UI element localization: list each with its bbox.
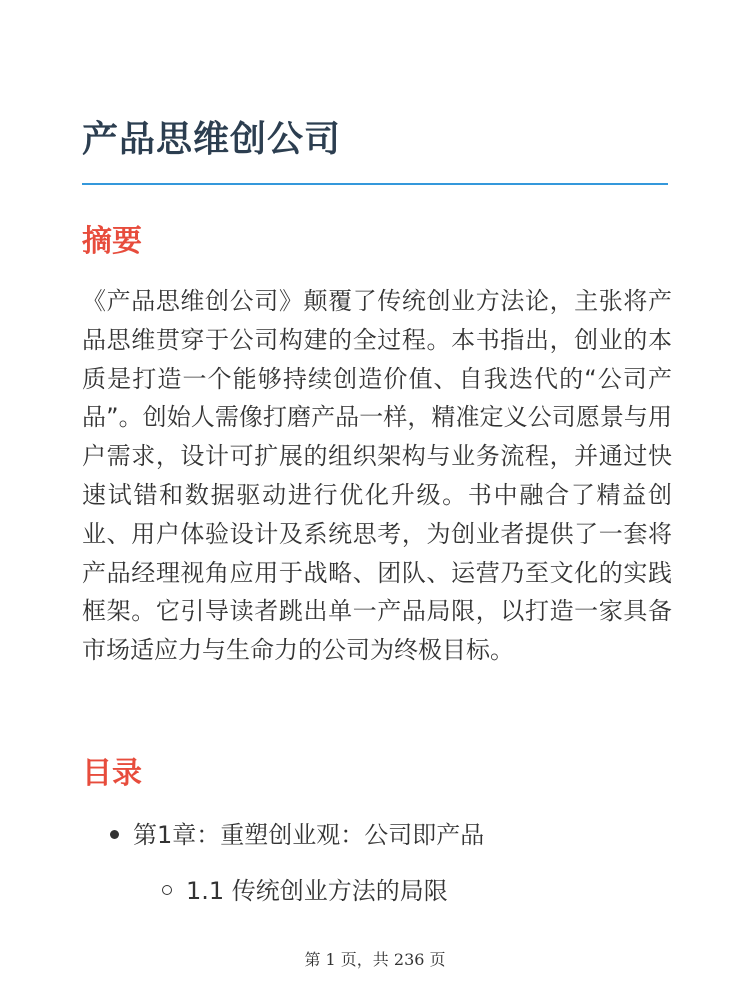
- document-title: 产品思维创公司: [82, 119, 342, 160]
- toc-item-label: 第1章：重塑创业观：公司即产品: [133, 821, 485, 849]
- title-divider: [82, 183, 668, 185]
- toc-item-label: 1.1 传统创业方法的局限: [186, 877, 448, 905]
- toc-item-section-1-1[interactable]: [162, 873, 448, 909]
- bullet-disc-icon: [110, 830, 119, 839]
- toc-item-chapter-1[interactable]: [110, 817, 484, 853]
- summary-heading: 摘要: [82, 224, 142, 259]
- bullet-circle-icon: [162, 885, 172, 895]
- summary-paragraph: 《产品思维创公司》颠覆了传统创业方法论，主张将产品思维贯穿于公司构建的全过程。本书指出，创业的本质是打造一个能够持续创造价值、自我迭代的“公司产品”。创始人需像打磨产品一样，精准定义公司愿景与用户需求，设计可扩展的组织架构与业务流程，并通过快速试错和数据驱动进行优化升级。书中融合了精益创业、用户体验设计及系统思考，为创业者提供了一套将产品经理视角应用于战略、团队、运营乃至文化的实践框架。它引导读者跳出单一产品局限，以打造一家具备市场适应力与生命力的公司为终极目标。: [82, 287, 672, 665]
- toc-heading: 目录: [82, 756, 142, 791]
- page-number-footer: 第 1 页，共 236 页: [304, 950, 446, 969]
